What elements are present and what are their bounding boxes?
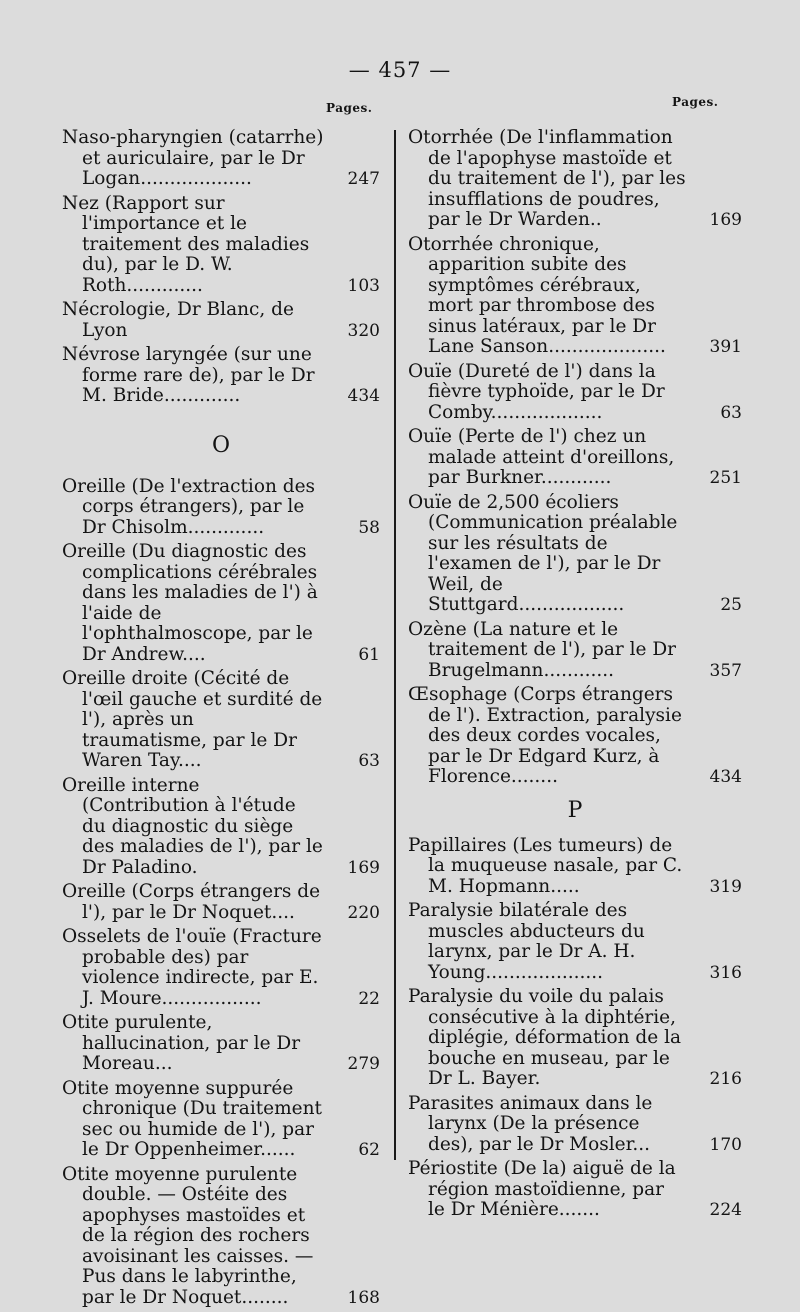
entry-page-number: 220: [347, 902, 380, 923]
entry-page-number: 25: [720, 595, 742, 615]
entry-page-number: 391: [709, 337, 742, 357]
index-entry: [62, 669, 380, 772]
entry-group-n: [62, 128, 380, 407]
pages-label-left: Pages.: [326, 101, 373, 115]
index-entry: [62, 477, 380, 539]
entry-text: Nez (Rapport sur l'importance et le traitement des maladies du), par le D. W. Roth.............: [62, 192, 310, 296]
index-entry: [408, 362, 742, 424]
index-entry: [408, 235, 742, 358]
entry-text: Oreille droite (Cécité de l'œil gauche et surdité de l'), après un traumatisme, par le Dr Waren Tay....: [62, 668, 323, 771]
section-letter-o: O: [211, 432, 231, 458]
index-entry: [62, 776, 380, 879]
column-divider: [394, 130, 396, 1160]
index-entry: [62, 1013, 380, 1075]
entry-text: Otorrhée chronique, apparition subite des symptômes cérébraux, mort par thrombose des sinus latéraux, par le Dr Lane Sanson....................: [408, 233, 666, 357]
entry-page-number: 62: [358, 1140, 380, 1160]
entry-text: Ozène (La nature et le traitement de l'), par le Dr Brugelmann............: [408, 618, 676, 681]
entry-page-number: 63: [358, 751, 380, 771]
entry-text: Nécrologie, Dr Blanc, de Lyon: [62, 299, 294, 341]
entry-text: Œsophage (Corps étrangers de l'). Extraction, paralysie des deux cordes vocales, par le Dr Edgard Kurz, à Florence........: [408, 684, 682, 787]
entry-page-number: 357: [709, 660, 742, 681]
entry-text: Parasites animaux dans le larynx (De la présence des), par le Dr Mosler...: [408, 1092, 653, 1155]
entry-page-number: 169: [709, 210, 742, 230]
entry-page-number: 169: [347, 857, 380, 878]
index-entry: [62, 927, 380, 1009]
pages-label-right: Pages.: [672, 95, 719, 109]
index-entry: [408, 685, 742, 788]
index-entry: [408, 901, 742, 983]
index-entry: [62, 1079, 380, 1161]
index-entry: [62, 194, 380, 297]
index-entry: [62, 300, 380, 341]
entry-page-number: 168: [347, 1287, 380, 1308]
entry-group-p: [408, 836, 742, 1221]
entry-text: Otite moyenne purulente double. — Ostéite des apophyses mastoïdes et de la région des rochers avoisinant les caisses. — Pus dans le labyrinthe, par le Dr Noquet........: [62, 1163, 314, 1308]
entry-text: Paralysie du voile du palais consécutive à la diphtérie, diplégie, déformation de la bouche en museau, par le Dr L. Bayer.: [408, 986, 682, 1089]
index-entry: [408, 1094, 742, 1156]
index-entry: [408, 1159, 742, 1221]
entry-page-number: 216: [709, 1069, 742, 1089]
entry-text: Oreille (Corps étrangers de l'), par le Dr Noquet....: [62, 881, 321, 923]
entry-page-number: 63: [720, 402, 742, 423]
entry-text: Paralysie bilatérale des muscles abducteurs du larynx, par le Dr A. H. Young....................: [408, 900, 645, 983]
entry-text: Otorrhée (De l'inflammation de l'apophyse mastoïde et du traitement de l'), par les insufflations de poudres, par le Dr Warden..: [408, 127, 686, 230]
entry-page-number: 224: [709, 1200, 742, 1220]
index-entry: [408, 128, 742, 231]
section-letter-p: P: [567, 797, 583, 823]
index-entry: [408, 836, 742, 898]
entry-page-number: 434: [347, 386, 380, 406]
entry-page-number: 61: [358, 644, 380, 665]
page-number: — 457 —: [348, 58, 452, 82]
entry-text: Périostite (De la) aiguë de la région mastoïdienne, par le Dr Ménière.......: [408, 1158, 676, 1220]
entry-text: Papillaires (Les tumeurs) de la muqueuse nasale, par C. M. Hopmann.....: [408, 834, 683, 897]
entry-page-number: 170: [709, 1134, 742, 1155]
entry-page-number: 251: [709, 468, 742, 488]
entry-page-number: 316: [709, 962, 742, 983]
entry-text: Oreille interne (Contribution à l'étude du diagnostic du siège des maladies de l'), par le Dr Paladino.: [62, 774, 323, 878]
entry-page-number: 247: [347, 169, 380, 189]
entry-group-o: [62, 477, 380, 1309]
entry-text: Névrose laryngée (sur une forme rare de), par le Dr M. Bride.............: [62, 344, 315, 406]
entry-text: Oreille (De l'extraction des corps étrangers), par le Dr Chisolm.............: [62, 475, 316, 538]
index-entry: [408, 987, 742, 1090]
entry-page-number: 320: [347, 320, 380, 341]
index-entry: [408, 493, 742, 616]
entry-page-number: 434: [709, 767, 742, 787]
entry-text: Oreille (Du diagnostic des complications cérébrales dans les maladies de l') à l'aide de l'ophthalmoscope, par le Dr Andrew....: [62, 541, 318, 665]
entry-page-number: 22: [358, 988, 380, 1009]
index-entry: [62, 882, 380, 923]
entry-text: Ouïe (Dureté de l') dans la fièvre typhoïde, par le Dr Comby...................: [408, 360, 665, 423]
index-entry: [62, 1165, 380, 1309]
entry-page-number: 319: [709, 876, 742, 897]
entry-text: Ouïe de 2,500 écoliers (Communication préalable sur les résultats de l'examen de l'), par le Dr Weil, de Stuttgard..................: [408, 491, 678, 615]
entry-page-number: 103: [347, 275, 380, 296]
entry-text: Otite purulente, hallucination, par le Dr Moreau...: [62, 1012, 301, 1074]
entry-text: Osselets de l'ouïe (Fracture probable des) par violence indirecte, par E. J. Moure.................: [62, 926, 322, 1009]
index-entry: [408, 620, 742, 682]
entry-text: Ouïe (Perte de l') chez un malade atteint d'oreillons, par Burkner............: [408, 426, 675, 488]
right-column: [408, 128, 742, 1225]
entry-group-o-continued: [408, 128, 742, 788]
index-entry: [408, 427, 742, 489]
left-column: [62, 128, 380, 1312]
entry-page-number: 279: [347, 1054, 380, 1074]
entry-page-number: 58: [358, 517, 380, 538]
index-entry: [62, 345, 380, 407]
entry-text: Naso-pharyngien (catarrhe) et auriculaire, par le Dr Logan...................: [62, 127, 324, 189]
entry-text: Otite moyenne suppurée chronique (Du traitement sec ou humide de l'), par le Dr Oppenheimer......: [62, 1077, 322, 1160]
index-entry: [62, 542, 380, 665]
index-entry: [62, 128, 380, 190]
